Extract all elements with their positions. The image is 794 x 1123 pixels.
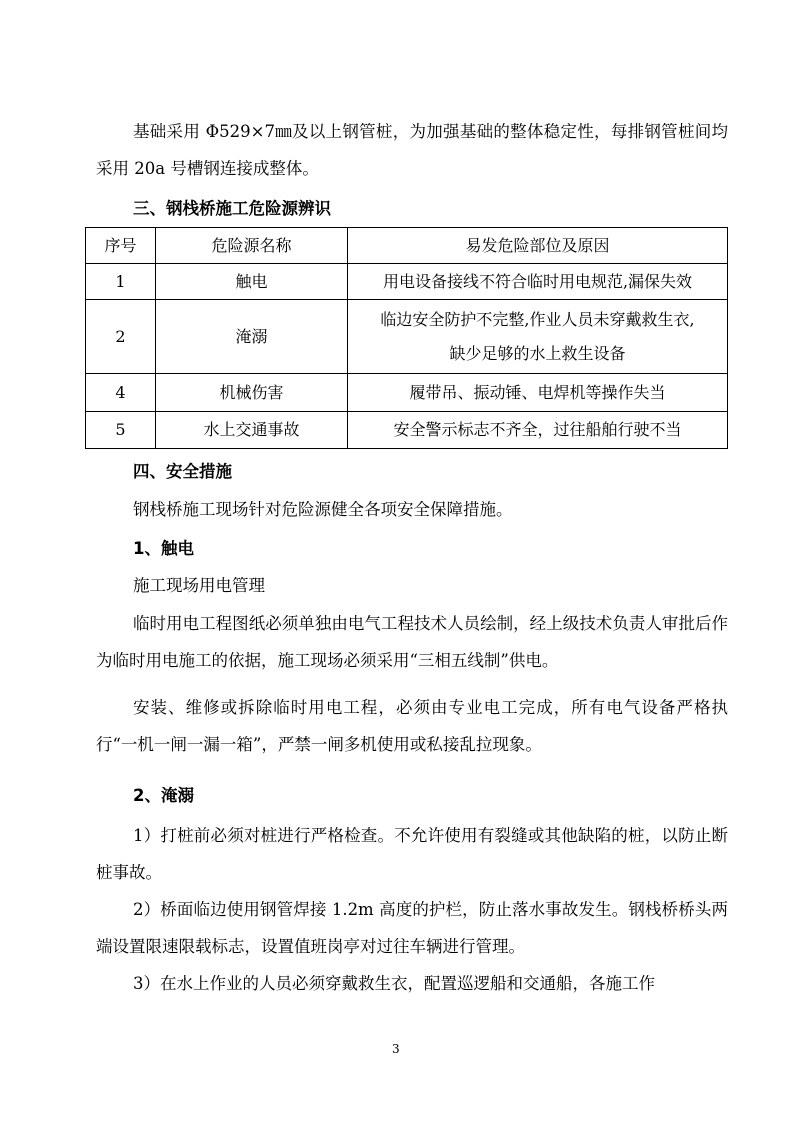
row-no: 2	[86, 300, 156, 374]
row-name: 机械伤害	[156, 374, 348, 412]
header-cause: 易发危险部位及原因	[348, 228, 728, 264]
row-cause	[348, 374, 728, 412]
section-four-intro: 钢栈桥施工现场针对危险源健全各项安全保障措施。	[133, 500, 513, 519]
subsection-one-subtitle: 施工现场用电管理	[133, 576, 265, 595]
row-cause-line: 履带吊、振动锤、电焊机等操作失当	[409, 382, 666, 402]
row-cause	[348, 264, 728, 300]
subsection-one-paragraph-2: 安装、维修或拆除临时用电工程，必须由专业电工完成，所有电气设备严格执行“一机一闸一漏一箱”，严禁一闸多机使用或私接乱拉现象。	[96, 698, 728, 754]
subsection-two-item-1: 1）打桩前必须对桩进行严格检查。不允许使用有裂缝或其他缺陷的桩，以防止断桩事故。	[96, 826, 728, 882]
subsection-one-heading: 1、触电	[133, 539, 194, 558]
row-cause-line: 临边安全防护不完整,作业人员未穿戴救生衣,	[380, 309, 695, 329]
subsection-two-item-2: 2）桥面临边使用钢管焊接 1.2m 高度的护栏，防止落水事故发生。钢栈桥桥头两端设置限速限载标志，设置值班岗亭对过往车辆进行管理。	[96, 900, 728, 956]
subsection-one-paragraph-1: 临时用电工程图纸必须单独由电气工程技术人员绘制，经上级技术负责人审批后作为临时用电施工的依据，施工现场必须采用“三相五线制”供电。	[96, 614, 728, 670]
row-no: 4	[86, 374, 156, 412]
row-cause-line: 安全警示标志不齐全，过往船舶行驶不当	[393, 420, 682, 439]
subsection-two-heading: 2、淹溺	[133, 786, 194, 805]
table-row	[86, 300, 728, 374]
page-number: 3	[392, 1042, 400, 1056]
row-cause	[348, 412, 728, 449]
row-cause-line: 用电设备接线不符合临时用电规范,漏保失效	[382, 271, 693, 291]
hazard-table	[85, 227, 728, 449]
row-name: 水上交通事故	[156, 412, 348, 449]
row-cause-line: 缺少足够的水上救生设备	[449, 343, 626, 363]
section-three-heading: 三、钢栈桥施工危险源辨识	[133, 199, 331, 218]
header-no: 序号	[86, 228, 156, 264]
table-row	[86, 412, 728, 449]
row-cause	[348, 300, 728, 374]
table-row	[86, 374, 728, 412]
row-name: 触电	[156, 264, 348, 300]
row-name: 淹溺	[156, 300, 348, 374]
row-no: 5	[86, 412, 156, 449]
row-no: 1	[86, 264, 156, 300]
table-header-row	[86, 228, 728, 264]
subsection-two-item-3: 3）在水上作业的人员必须穿戴救生衣，配置巡逻船和交通船，各施工作	[133, 974, 655, 993]
header-name: 危险源名称	[156, 228, 348, 264]
intro-paragraph: 基础采用 Φ529×7㎜及以上钢管桩，为加强基础的整体稳定性，每排钢管桩间均采用 20a 号槽钢连接成整体。	[96, 122, 728, 178]
table-row	[86, 264, 728, 300]
section-four-heading: 四、安全措施	[133, 462, 232, 481]
